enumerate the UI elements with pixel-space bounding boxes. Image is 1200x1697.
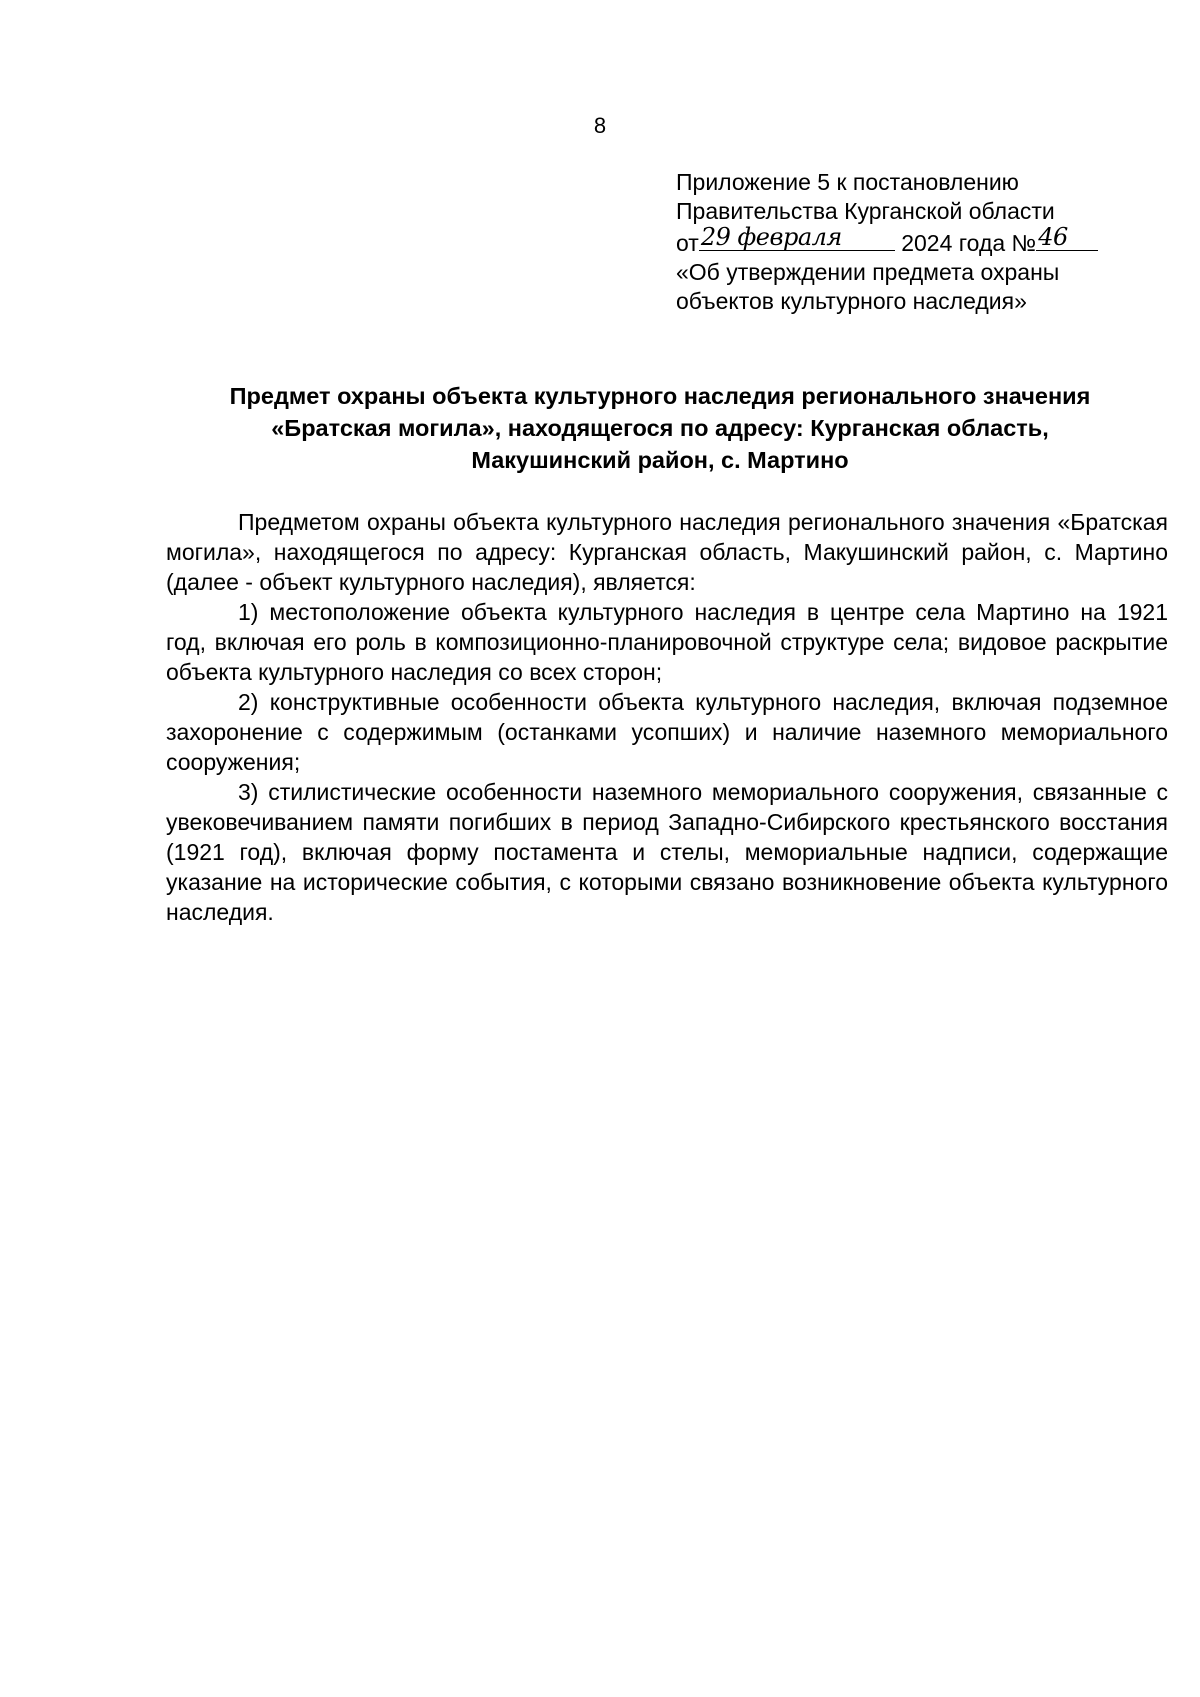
page-number: 8 [593,113,607,138]
list-item-3: 3) стилистические особенности наземного мемориального сооружения, связанные с увековечиванием памяти погибших в период Западно-Сибирского крестьянского восстания (1921 год), включая форму постамента и стелы, мемориальные надписи, содержащие указание на исторические события, с которыми связано возникновение объекта культурного наследия. [166,779,1168,925]
document-body [166,507,1168,927]
document-title [160,380,1160,476]
title-line-2: «Братская могила», находящегося по адресу: Курганская область, [271,415,1049,441]
handwritten-date: 29 февраля [700,223,842,251]
title-line-1: Предмет охраны объекта культурного наследия регионального значения [229,383,1091,409]
appendix-date-prefix: от [676,230,699,256]
list-item-2: 2) конструктивные особенности объекта культурного наследия, включая подземное захоронение с содержимым (останками усопших) и наличие наземного мемориального сооружения; [166,689,1168,775]
appendix-line-4: «Об утверждении предмета охраны [676,259,1060,285]
handwritten-number: 46 [1038,223,1068,251]
appendix-line-3 [676,223,1176,258]
title-line-3: Макушинский район, с. Мартино [471,447,849,473]
appendix-line-5: объектов культурного наследия» [676,288,1027,314]
intro-paragraph: Предметом охраны объекта культурного наследия регионального значения «Братская могила», находящегося по адресу: Курганская область, Макушинский район, с. Мартино (далее - объект культурного наследия), является: [166,509,1168,595]
number-fill-line [1036,223,1098,251]
appendix-year-number-label: 2024 года № [901,230,1037,256]
appendix-header [676,168,1176,316]
appendix-line-2: Правительства Курганской области [676,198,1055,224]
date-fill-line [699,223,895,251]
list-item-1: 1) местоположение объекта культурного наследия в центре села Мартино на 1921 год, включая его роль в композиционно-планировочной структуре села; видовое раскрытие объекта культурного наследия со всех сторон; [166,599,1168,685]
appendix-line-1: Приложение 5 к постановлению [676,169,1019,195]
